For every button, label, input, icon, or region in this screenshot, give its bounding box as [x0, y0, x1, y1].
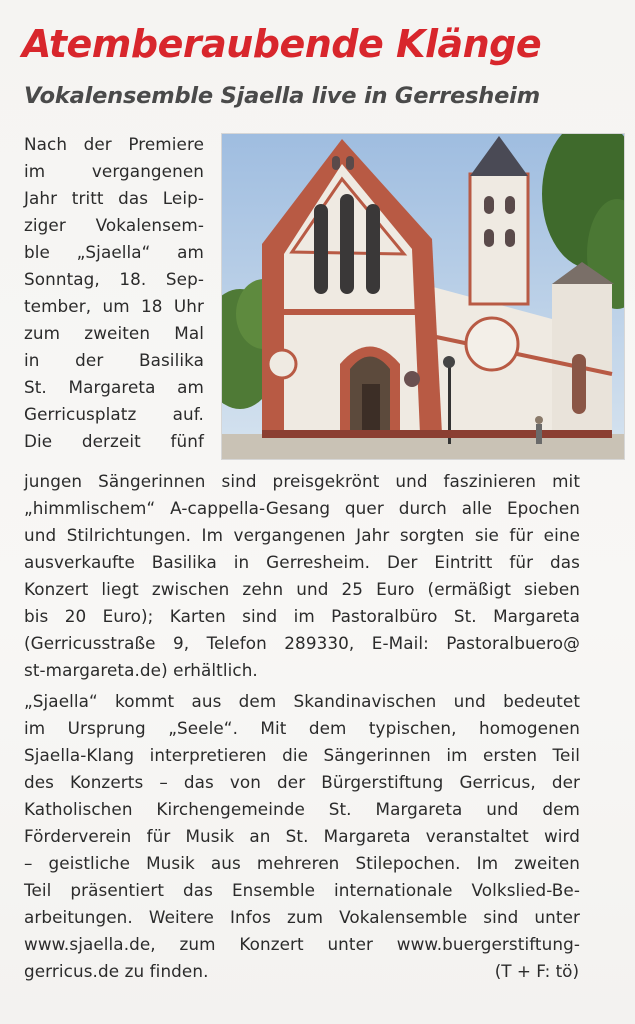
body-line: in der Basilika: [24, 350, 204, 370]
body-line: bis 20 Euro); Karten sind im Pastoralbüro St. Margareta: [24, 606, 580, 626]
basilika-photo: [221, 133, 625, 460]
body-line: Jahr tritt das Leip-: [24, 188, 204, 208]
body-line: im vergangenen: [24, 161, 204, 181]
body-line: ble „Sjaella“ am: [24, 242, 204, 262]
body-line: und Stilrichtungen. Im vergangenen Jahr sorgten sie für eine: [24, 525, 580, 545]
body-line: www.sjaella.de, zum Konzert unter www.buergerstiftung-: [24, 934, 580, 954]
body-line: „Sjaella“ kommt aus dem Skandinavischen und bedeutet: [24, 691, 580, 711]
article-headline: Atemberaubende Klänge: [22, 22, 542, 66]
body-line: Katholischen Kirchengemeinde St. Margareta und dem: [24, 799, 580, 819]
body-line: Teil präsentiert das Ensemble internationale Volkslied-Be-: [24, 880, 580, 900]
body-line: Konzert liegt zwischen zehn und 25 Euro (ermäßigt sieben: [24, 579, 580, 599]
body-line: Gerricusplatz auf.: [24, 404, 204, 424]
body-line: zum zweiten Mal: [24, 323, 204, 343]
body-line: st-margareta.de) erhältlich.: [24, 660, 258, 680]
passerby: [536, 424, 542, 444]
body-line: Nach der Premiere: [24, 134, 204, 154]
window: [340, 194, 354, 294]
body-line: – geistliche Musik aus mehreren Stilepochen. Im zweiten: [24, 853, 580, 873]
window: [366, 204, 380, 294]
body-line: St. Margareta am: [24, 377, 204, 397]
body-line: ziger Vokalensem-: [24, 215, 204, 235]
body-line: Sjaella-Klang interpretieren die Sängerinnen im ersten Teil: [24, 745, 580, 765]
body-line: Die derzeit fünf: [24, 431, 204, 451]
body-line: jungen Sängerinnen sind preisgekrönt und faszinieren mit: [24, 471, 580, 491]
body-line: tember, um 18 Uhr: [24, 296, 204, 316]
church-illustration: [222, 134, 624, 459]
body-line: Förderverein für Musik an St. Margareta veranstaltet wird: [24, 826, 580, 846]
body-line: (Gerricusstraße 9, Telefon 289330, E-Mail: Pastoralbuero@: [24, 633, 580, 653]
body-line: gerricus.de zu finden.: [24, 961, 209, 981]
body-line: arbeitungen. Weitere Infos zum Vokalensemble sind unter: [24, 907, 580, 927]
body-line: Sonntag, 18. Sep-: [24, 269, 204, 289]
body-line: ausverkaufte Basilika in Gerresheim. Der Eintritt für das: [24, 552, 580, 572]
author-signature: (T + F: tö): [494, 961, 579, 981]
article-subheadline: Vokalensemble Sjaella live in Gerresheim: [24, 83, 540, 109]
window: [314, 204, 328, 294]
body-line: im Ursprung „Seele“. Mit dem typischen, homogenen: [24, 718, 580, 738]
bell-tower: [470, 174, 528, 304]
body-line: „himmlischem“ A-cappella-Gesang quer durch alle Epochen: [24, 498, 580, 518]
body-line: des Konzerts – das von der Bürgerstiftung Gerricus, der: [24, 772, 580, 792]
